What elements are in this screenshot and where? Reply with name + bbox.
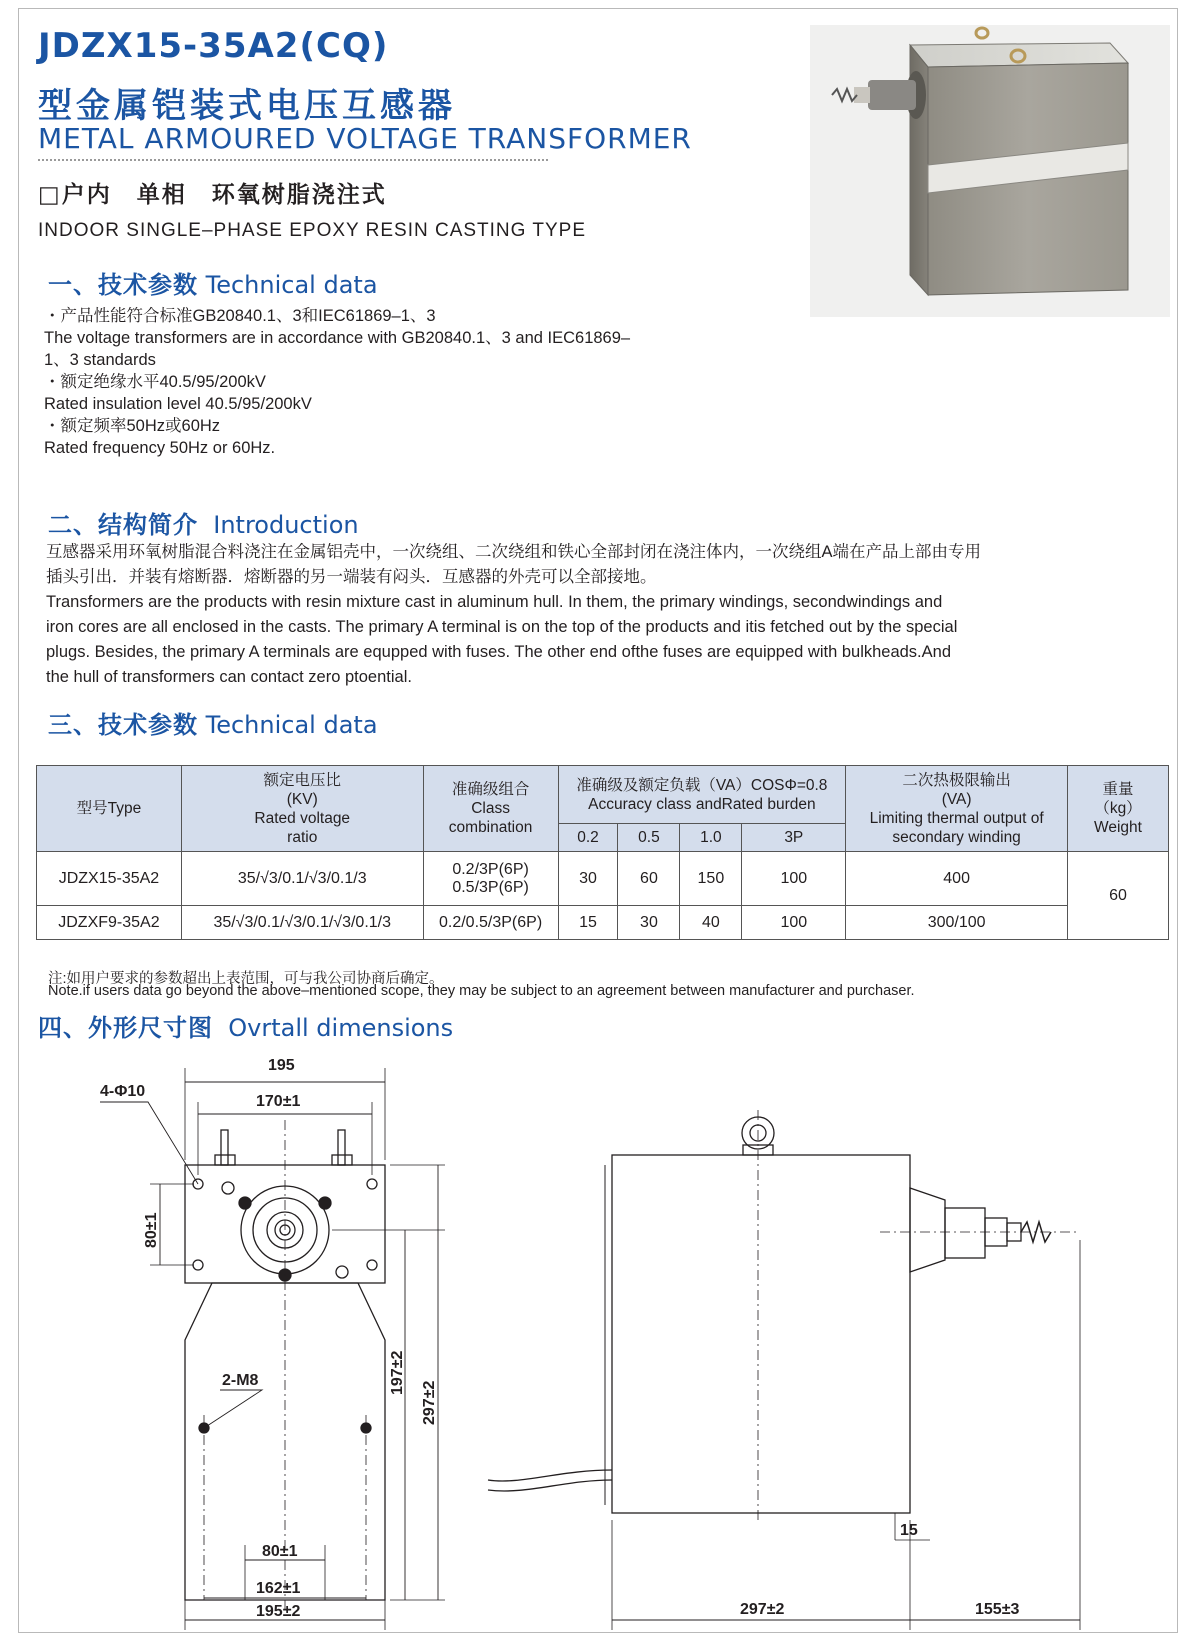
- section4-cn: 四、外形尺寸图: [38, 1014, 213, 1042]
- th-voltage-line: ratio: [287, 828, 318, 846]
- cell-b10: 150: [680, 852, 742, 906]
- cell-thermal: 300/100: [846, 906, 1068, 940]
- s1-line: The voltage transformers are in accordance with GB20840.1、3 and IEC61869–: [44, 329, 631, 347]
- type-cn: □户内 单相 环氧树脂浇注式: [38, 182, 387, 208]
- th-burden-line: Accuracy class andRated burden: [588, 795, 816, 813]
- table-header-row: [37, 766, 1169, 824]
- dim-297-length: 297±2: [740, 1601, 785, 1618]
- th-thermal-line: secondary winding: [892, 828, 1021, 846]
- cell-type: JDZXF9-35A2: [37, 906, 182, 940]
- th-class-line: combination: [448, 819, 533, 836]
- cell-b02: 15: [558, 906, 618, 940]
- cn-title: 型金属铠装式电压互感器: [38, 86, 456, 126]
- s1-line: ・额定频率50Hz或60Hz: [44, 417, 221, 435]
- th-weight-line: （kg）: [1094, 800, 1142, 817]
- s1-line: ・产品性能符合标准GB20840.1、3和IEC61869–1、3: [44, 307, 436, 325]
- s2-en-line: plugs. Besides, the primary A terminals are equpped with fuses. The other end ofthe fuses are equipped with bulkheads.And: [46, 643, 952, 661]
- dim-170: 170±1: [256, 1093, 301, 1110]
- dotted-divider: [38, 159, 548, 161]
- th-class-line: 准确级组合: [451, 781, 530, 798]
- cell-b10: 40: [680, 906, 742, 940]
- section4-en: Ovrtall dimensions: [228, 1014, 454, 1042]
- cell-thermal: 400: [846, 852, 1068, 906]
- th-voltage: [181, 766, 423, 852]
- th-weight: [1068, 766, 1169, 852]
- dim-2-m8: 2-M8: [222, 1372, 259, 1389]
- th-thermal-line: 二次热极限输出: [902, 771, 1011, 789]
- cell-voltage: 35/√3/0.1/√3/0.1/√3/0.1/3: [181, 906, 423, 940]
- th-class-05: 0.5: [618, 824, 680, 852]
- model-title: JDZX15-35A2(CQ): [38, 26, 389, 66]
- table-row: [37, 906, 1169, 940]
- table-row: [37, 852, 1169, 906]
- th-type: 型号Type: [37, 766, 182, 852]
- cell-b05: 60: [618, 852, 680, 906]
- dim-297-height: 297±2: [421, 1380, 438, 1425]
- section3-en: Technical data: [205, 711, 378, 739]
- en-title: METAL ARMOURED VOLTAGE TRANSFORMER: [38, 122, 692, 155]
- section4-heading: [38, 1008, 453, 1043]
- th-class-10: 1.0: [680, 824, 742, 852]
- dim-162: 162±1: [256, 1580, 301, 1597]
- section1-body: [44, 305, 784, 459]
- th-class-line: Class: [471, 800, 510, 817]
- dim-80-bottom: 80±1: [262, 1543, 298, 1560]
- section1-cn: 一、技术参数: [48, 271, 198, 299]
- th-class-02: 0.2: [558, 824, 618, 852]
- cell-class-line: 0.2/3P(6P): [452, 860, 529, 878]
- section3-cn: 三、技术参数: [48, 711, 198, 739]
- section2-heading: [48, 505, 359, 540]
- th-voltage-line: (KV): [286, 790, 318, 808]
- s2-en-line: the hull of transformers can contact zero ptoential.: [46, 668, 412, 686]
- cell-b02: 30: [558, 852, 618, 906]
- th-weight-line: Weight: [1094, 819, 1142, 836]
- s1-line: 1、3 standards: [44, 351, 156, 369]
- cell-class: 0.2/0.5/3P(6P): [423, 906, 558, 940]
- s2-cn-line: 互感器采用环氧树脂混合料浇注在金属铝壳中，一次绕组、二次绕组和铁心全部封闭在浇注体内，一次绕组A端在产品上部由专用: [46, 543, 982, 561]
- s1-line: ・额定绝缘水平40.5/95/200kV: [44, 373, 266, 391]
- th-thermal-line: Limiting thermal output of: [869, 809, 1044, 827]
- th-class: [423, 766, 558, 852]
- section1-en: Technical data: [205, 271, 378, 299]
- cell-weight: 60: [1068, 852, 1169, 940]
- dim-15: 15: [900, 1522, 918, 1539]
- th-voltage-line: 额定电压比: [263, 771, 341, 789]
- th-thermal: [846, 766, 1068, 852]
- cell-b3p: 100: [742, 906, 846, 940]
- cell-type: JDZX15-35A2: [37, 852, 182, 906]
- cell-b3p: 100: [742, 852, 846, 906]
- dim-195-top: 195: [268, 1057, 295, 1074]
- dimension-drawing: [0, 1040, 1200, 1640]
- s2-en-line: iron cores are all enclosed in the casts. The primary A terminal is on the top of the products and itis fetched out by the special: [46, 618, 958, 636]
- th-thermal-line: (VA): [941, 790, 972, 808]
- th-voltage-line: Rated voltage: [254, 809, 351, 827]
- type-en: INDOOR SINGLE–PHASE EPOXY RESIN CASTING TYPE: [38, 220, 586, 241]
- cell-voltage: 35/√3/0.1/√3/0.1/3: [181, 852, 423, 906]
- dim-195-bottom: 195±2: [256, 1603, 301, 1620]
- th-burden: [558, 766, 846, 824]
- th-class-3p: 3P: [742, 824, 846, 852]
- th-weight-line: 重量: [1102, 781, 1134, 798]
- cell-class: [423, 852, 558, 906]
- dim-4-phi10: 4-Φ10: [100, 1083, 146, 1100]
- cell-b05: 30: [618, 906, 680, 940]
- side-body: [612, 1155, 910, 1513]
- note-en: Note.if users data go beyond the above–mentioned scope, they may be subject to an agreement between manufacturer and purchaser.: [48, 983, 915, 999]
- section3-heading: [48, 705, 378, 740]
- s1-line: Rated frequency 50Hz or 60Hz.: [44, 439, 276, 457]
- th-burden-line: 准确级及额定负载（VA）COSΦ=0.8: [576, 776, 828, 794]
- spec-table: [36, 765, 1169, 940]
- product-photo: [810, 25, 1170, 317]
- s2-en-line: Transformers are the products with resin mixture cast in aluminum hull. In them, the primary windings, secondwindings and: [46, 593, 943, 611]
- dim-80-left: 80±1: [143, 1212, 160, 1248]
- dim-197: 197±2: [389, 1350, 406, 1395]
- section2-cn: 二、结构简介: [48, 511, 198, 539]
- section1-heading: [48, 265, 378, 300]
- section2-en: Introduction: [213, 511, 359, 539]
- dim-155: 155±3: [975, 1601, 1020, 1618]
- s1-line: Rated insulation level 40.5/95/200kV: [44, 395, 312, 413]
- s2-cn-line: 插头引出．并装有熔断器．熔断器的另一端装有闷头．互感器的外壳可以全部接地。: [46, 568, 657, 586]
- section2-body: [46, 540, 1171, 690]
- cell-class-line: 0.5/3P(6P): [452, 878, 529, 896]
- note-cn: 注:如用户要求的参数超出上表范围，可与我公司协商后确定。: [48, 971, 444, 987]
